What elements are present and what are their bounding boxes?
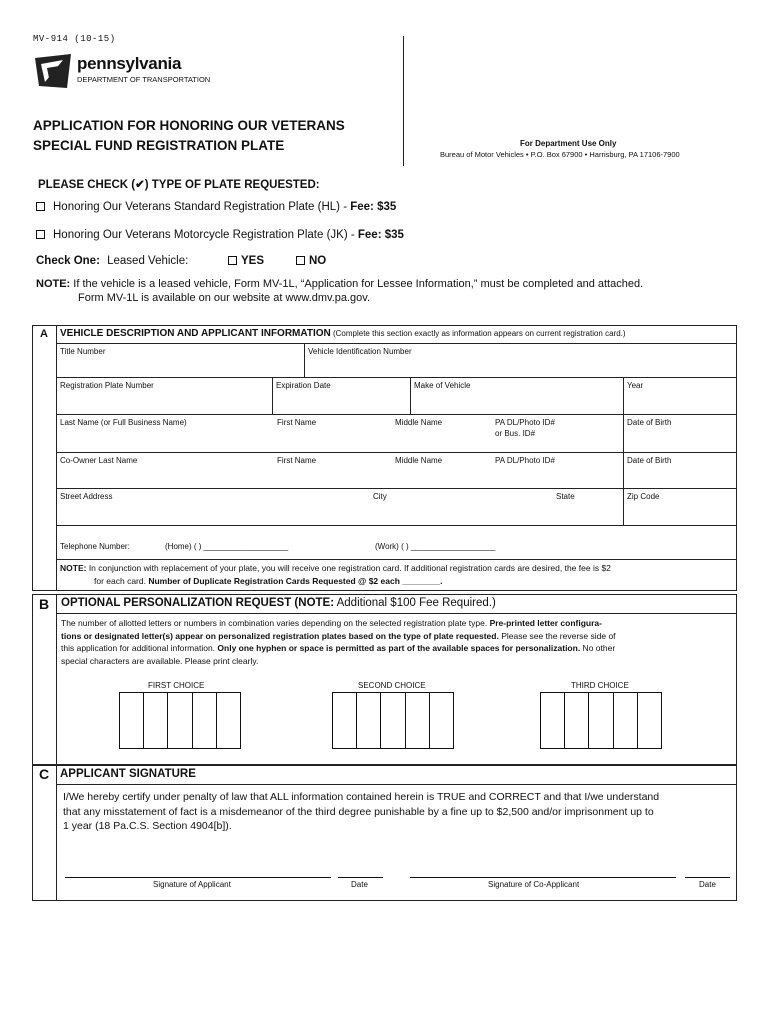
section-b-note: Additional $100 Fee Required.) (334, 597, 496, 609)
plate-option-motorcycle[interactable] (36, 229, 404, 241)
applicant-date-line[interactable] (338, 877, 383, 878)
keystone-logo-icon (33, 52, 73, 90)
card-note-line1: In conjunction with replacement of your plate, you will receive one registration card. If additional registration cards are desired, the fee is $2 (86, 563, 611, 573)
motorcycle-plate-checkbox[interactable] (36, 230, 45, 239)
make-of-vehicle-field[interactable]: Make of Vehicle (414, 381, 471, 390)
department-use-label: For Department Use Only (520, 139, 617, 148)
plate-number-field[interactable]: Registration Plate Number (60, 381, 154, 390)
motorcycle-plate-fee: Fee: $35 (357, 229, 404, 241)
pa-dl-field[interactable] (495, 418, 555, 438)
second-choice-char[interactable] (357, 693, 381, 748)
section-a-letter: A (40, 328, 48, 340)
section-a-title: VEHICLE DESCRIPTION AND APPLICANT INFORMATION (60, 328, 331, 339)
second-choice-char[interactable] (381, 693, 405, 748)
section-b-note-label: (NOTE: (291, 597, 335, 609)
home-phone-field[interactable]: (Home) ( ) ___________________ (165, 542, 289, 551)
state-field[interactable]: State (556, 492, 575, 501)
first-choice-char[interactable] (217, 693, 240, 748)
date-of-birth-field[interactable]: Date of Birth (627, 418, 672, 427)
leased-vehicle-row (36, 255, 188, 267)
pa-dl-label-line1: PA DL/Photo ID# (495, 418, 555, 427)
leased-note (36, 278, 643, 290)
second-choice-char[interactable] (430, 693, 453, 748)
motorcycle-plate-label: Honoring Our Veterans Motorcycle Registration Plate (JK) - (53, 229, 358, 241)
instructions-p4: special characters are available. Please print clearly. (61, 655, 259, 666)
registration-card-note (60, 563, 611, 573)
personalization-instructions (61, 617, 731, 667)
third-choice-char[interactable] (589, 693, 613, 748)
zip-code-field[interactable]: Zip Code (627, 492, 660, 501)
section-c-letter: C (38, 766, 50, 782)
section-c-gutter (56, 765, 57, 901)
standard-plate-fee: Fee: $35 (350, 201, 397, 213)
instructions-p1-bold: Pre-printed letter configura- (489, 618, 602, 628)
expiration-date-field[interactable]: Expiration Date (276, 381, 331, 390)
first-choice-char[interactable] (144, 693, 168, 748)
vin-field[interactable]: Vehicle Identification Number (308, 347, 412, 356)
section-c-title: APPLICANT SIGNATURE (60, 768, 196, 780)
leased-note-line2: Form MV-1L is available on our website at www.dmv.pa.gov. (78, 292, 371, 304)
section-a-heading (60, 328, 626, 339)
cert-line2: that any misstatement of fact is a misdemeanor of the third degree punishable by a fine up to $2,500 and/or imprisonment up to (63, 805, 654, 818)
section-b-letter: B (38, 596, 50, 612)
leased-no-option[interactable] (296, 255, 326, 267)
instructions-p3: this application for additional information. (61, 643, 218, 653)
third-choice-char[interactable] (638, 693, 661, 748)
section-b-gutter (56, 594, 57, 765)
first-name-field[interactable]: First Name (277, 418, 317, 427)
section-b-heading (61, 597, 496, 609)
applicant-date-label: Date (351, 880, 368, 889)
certification-statement (63, 790, 659, 834)
penndot-logo (33, 52, 233, 92)
year-field[interactable]: Year (627, 381, 644, 390)
section-b-title: OPTIONAL PERSONALIZATION REQUEST (61, 597, 292, 609)
coapplicant-signature-label: Signature of Co-Applicant (488, 880, 580, 889)
leased-yes-label: YES (241, 255, 265, 267)
coapplicant-signature-line[interactable] (410, 877, 676, 878)
co-owner-first-name-field[interactable]: First Name (277, 456, 317, 465)
first-choice-label: FIRST CHOICE (148, 681, 205, 690)
second-choice-boxes[interactable] (332, 692, 454, 749)
third-choice-char[interactable] (565, 693, 589, 748)
cert-line3: 1 year (18 Pa.C.S. Section 4904[b]). (63, 820, 232, 832)
third-choice-char[interactable] (614, 693, 638, 748)
telephone-label: Telephone Number: (60, 542, 130, 551)
form-title-line1: APPLICATION FOR HONORING OUR VETERANS (33, 118, 345, 133)
check-one-label: Check One: (36, 255, 100, 267)
leased-yes-option[interactable] (228, 255, 264, 267)
street-address-field[interactable]: Street Address (60, 492, 113, 501)
section-a-subtitle: (Complete this section exactly as information appears on current registration card.) (330, 329, 626, 338)
co-owner-dob-field[interactable]: Date of Birth (627, 456, 672, 465)
third-choice-char[interactable] (541, 693, 565, 748)
work-phone-field[interactable]: (Work) ( ) ___________________ (375, 542, 496, 551)
co-owner-pa-dl-field[interactable]: PA DL/Photo ID# (495, 456, 555, 465)
instructions-p3-bold: Only one hyphen or space is permitted as part of the available spaces for personalization. (217, 643, 581, 653)
co-owner-last-name-field[interactable]: Co-Owner Last Name (60, 456, 138, 465)
applicant-signature-line[interactable] (65, 877, 331, 878)
leased-note-label: NOTE: (36, 278, 71, 290)
cert-line1: I/We hereby certify under penalty of law that ALL information contained herein is TRUE and CORRECT and that I/we understand (63, 791, 660, 803)
leased-no-label: NO (309, 255, 327, 267)
card-note-line2a: for each card. (94, 576, 149, 586)
first-choice-char[interactable] (168, 693, 192, 748)
co-owner-middle-name-field[interactable]: Middle Name (395, 456, 443, 465)
instructions-p3-end: No other (580, 643, 616, 653)
first-choice-char[interactable] (193, 693, 217, 748)
registration-card-note-line2 (94, 576, 442, 586)
coapplicant-date-line[interactable] (685, 877, 730, 878)
logo-department: DEPARTMENT OF TRANSPORTATION (77, 75, 211, 84)
leased-note-line1: If the vehicle is a leased vehicle, Form MV-1L, “Application for Lessee Information,” must be completed and attached. (70, 278, 644, 290)
form-number: MV-914 (10-15) (33, 34, 116, 44)
pa-dl-label-line2: or Bus. ID# (495, 429, 536, 438)
bureau-address: Bureau of Motor Vehicles • P.O. Box 67900 • Harrisburg, PA 17106-7900 (440, 150, 680, 159)
leased-vehicle-label: Leased Vehicle: (107, 255, 189, 267)
middle-name-field[interactable]: Middle Name (395, 418, 443, 427)
second-choice-char[interactable] (406, 693, 430, 748)
third-choice-label: THIRD CHOICE (571, 681, 629, 690)
second-choice-char[interactable] (333, 693, 357, 748)
first-choice-boxes[interactable] (119, 692, 241, 749)
instructions-p2: Please see the reverse side of (498, 630, 616, 641)
standard-plate-checkbox[interactable] (36, 202, 45, 211)
instructions-p1: The number of allotted letters or numbers in combination varies depending on the selected registration plate type. (61, 618, 490, 628)
duplicate-cards-field[interactable]: Number of Duplicate Registration Cards Requested @ $2 each ________. (148, 576, 443, 586)
applicant-signature-label: Signature of Applicant (153, 880, 231, 889)
city-field[interactable]: City (373, 492, 387, 501)
leased-no-checkbox[interactable] (296, 256, 305, 265)
second-choice-label: SECOND CHOICE (358, 681, 426, 690)
third-choice-boxes[interactable] (540, 692, 662, 749)
leased-yes-checkbox[interactable] (228, 256, 237, 265)
logo-name: pennsylvania (77, 54, 182, 73)
instructions-p2-bold: tions or designated letter(s) appear on personalized registration plates based on the type of plate requested. (61, 630, 499, 641)
standard-plate-label: Honoring Our Veterans Standard Registration Plate (HL) - (53, 201, 351, 213)
header-divider (403, 36, 404, 166)
card-note-label: NOTE: (60, 563, 87, 573)
last-name-field[interactable]: Last Name (or Full Business Name) (60, 418, 187, 427)
title-number-field[interactable]: Title Number (60, 347, 106, 356)
form-title-line2: SPECIAL FUND REGISTRATION PLATE (33, 138, 285, 153)
plate-type-heading: PLEASE CHECK (✔) TYPE OF PLATE REQUESTED: (38, 179, 320, 191)
coapplicant-date-label: Date (699, 880, 716, 889)
first-choice-char[interactable] (120, 693, 144, 748)
plate-option-standard[interactable] (36, 201, 396, 213)
section-a-gutter (56, 325, 57, 591)
